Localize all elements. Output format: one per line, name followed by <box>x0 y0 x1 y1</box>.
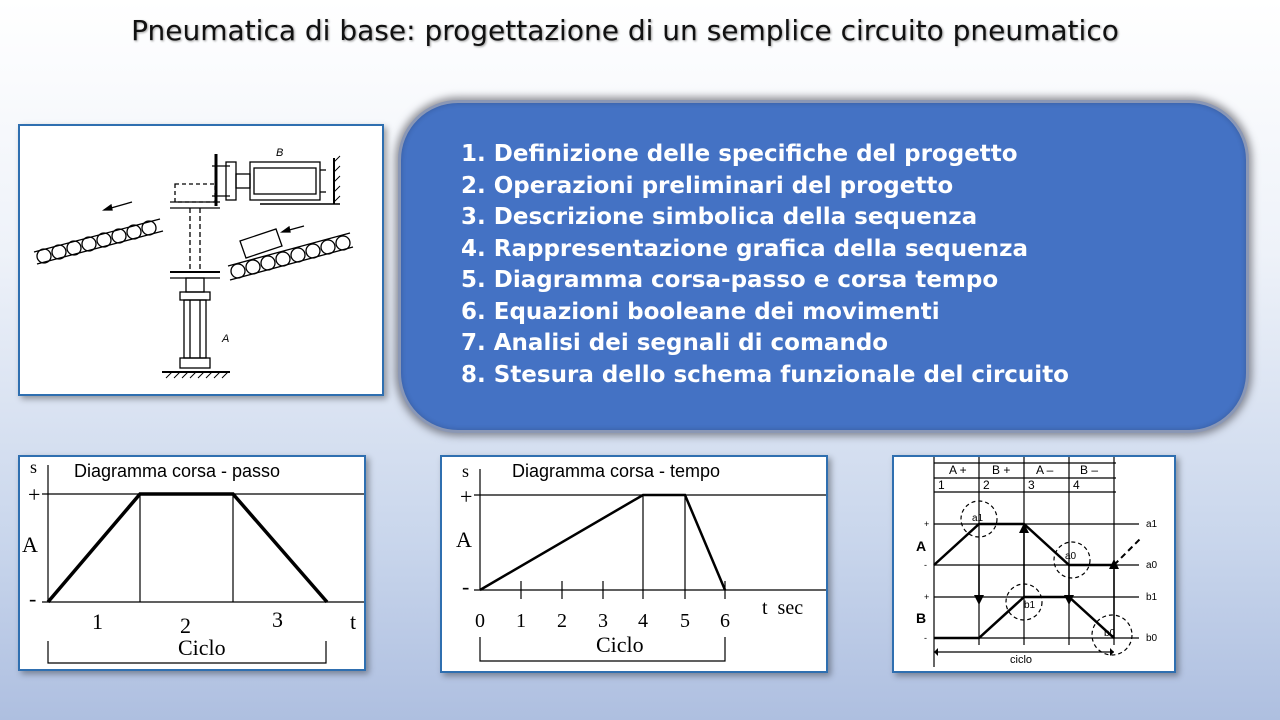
phase-label: B + <box>992 463 1011 477</box>
step-number: 1 <box>938 478 945 492</box>
diagram1-plus: + <box>28 482 41 507</box>
diagram2-plus: + <box>460 484 473 509</box>
cylinder-b-label: B <box>916 610 927 626</box>
diagram2-title: Diagramma corsa - tempo <box>512 461 721 481</box>
steps-list <box>461 139 1069 391</box>
diagram1-step-2: 2 <box>180 613 191 638</box>
sequence-diagram-panel <box>892 455 1176 673</box>
right-label: b0 <box>1146 633 1158 644</box>
step-item: 5. Diagramma corsa-passo e corsa tempo <box>461 267 999 293</box>
diagram2-tick: 2 <box>557 610 567 632</box>
cycle-label: ciclo <box>1010 654 1033 666</box>
diagram1-y-label: s <box>30 457 38 477</box>
rollers-left <box>37 221 156 263</box>
diagram2-minus: - <box>462 574 470 599</box>
circle-label: a0 <box>1065 551 1077 562</box>
diagram2-motion-line <box>480 495 725 590</box>
diagram1-title: Diagramma corsa - passo <box>74 461 281 481</box>
step-number: 3 <box>1028 478 1035 492</box>
machine-illustration <box>20 126 382 394</box>
step-item: 6. Equazioni booleane dei movimenti <box>461 298 940 325</box>
step-item: 8. Stesura dello schema funzionale del circuito <box>461 361 1069 388</box>
diagram1-step-1: 1 <box>92 609 103 634</box>
diagram2-tick: 0 <box>475 610 485 632</box>
step-item: 7. Analisi dei segnali di comando <box>461 330 889 356</box>
diagram1-cycle-label: Ciclo <box>178 635 226 660</box>
right-label: a1 <box>1146 519 1158 530</box>
page-title: Pneumatica di base: progettazione di un semplice circuito pneumatico <box>131 14 1119 47</box>
cyl-b-plus: + <box>924 592 930 602</box>
circle-label: b1 <box>1024 600 1036 611</box>
diagram2-t-label: t sec <box>762 597 804 619</box>
step-number: 4 <box>1073 478 1080 492</box>
cyl-a-minus: - <box>924 560 927 570</box>
step-number: 2 <box>983 478 990 492</box>
diagram2-tick: 5 <box>680 610 690 632</box>
diagram2-tick: 4 <box>638 610 648 632</box>
diagram2-tick: 6 <box>720 610 730 632</box>
circle-label: b0 <box>1104 628 1116 639</box>
diagram1-cylinder: A <box>22 532 38 557</box>
label-cylinder-b: B <box>276 147 284 159</box>
stroke-step-diagram-panel <box>18 455 366 671</box>
step-item: 2. Operazioni preliminari del progetto <box>461 172 954 199</box>
phase-label: A + <box>949 463 967 477</box>
right-label: a0 <box>1146 560 1158 571</box>
phase-label: A – <box>1036 463 1054 477</box>
diagram2-tick: 1 <box>516 610 526 632</box>
machine-illustration-panel <box>18 124 384 396</box>
diagram2-cycle-label: Ciclo <box>596 632 644 657</box>
step-item: 1. Definizione delle specifiche del progetto <box>461 141 1018 167</box>
diagram2-y-label: s <box>462 461 470 481</box>
stroke-time-diagram <box>442 457 826 671</box>
cyl-b-minus: - <box>924 633 927 643</box>
step-item: 3. Descrizione simbolica della sequenza <box>461 204 978 230</box>
step-item: 4. Rappresentazione grafica della sequenza <box>461 235 1028 262</box>
sequence-diagram <box>894 457 1174 671</box>
diagram2-tick: 3 <box>598 610 608 632</box>
phase-label: B – <box>1080 463 1099 477</box>
diagram1-minus: - <box>29 586 37 611</box>
diagram1-t-label: t <box>350 609 357 634</box>
diagram2-cylinder: A <box>456 527 472 552</box>
right-label: b1 <box>1146 592 1158 603</box>
label-cylinder-a: A <box>222 333 230 345</box>
cyl-a-plus: + <box>924 519 930 529</box>
diagram1-step-3: 3 <box>272 607 283 632</box>
steps-panel <box>398 100 1249 433</box>
circle-label: a1 <box>972 513 984 524</box>
stroke-time-diagram-panel <box>440 455 828 673</box>
stroke-step-diagram <box>20 457 364 669</box>
diagram1-motion-line <box>48 494 327 602</box>
cylinder-a-label: A <box>916 538 927 554</box>
